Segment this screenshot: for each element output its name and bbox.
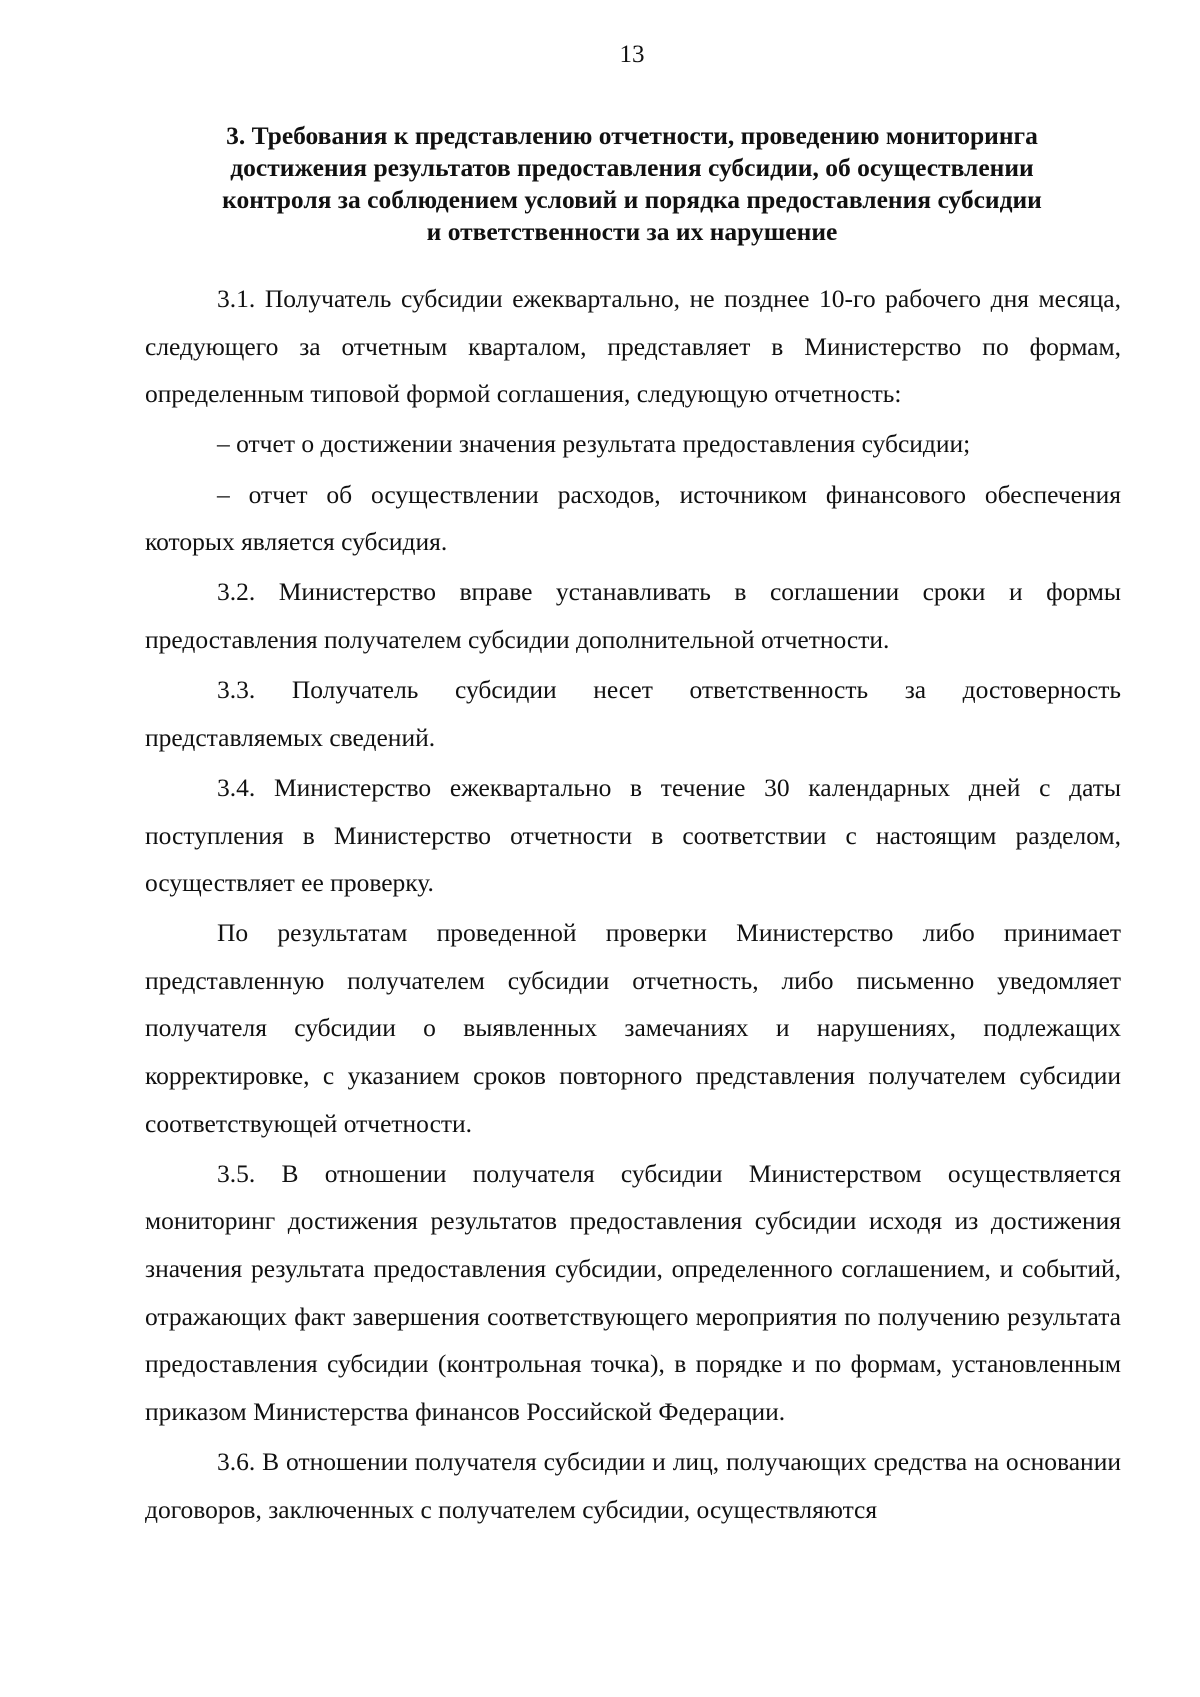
section-heading-line: 3. Требования к представлению отчетности, проведению мониторинга [226,121,1038,150]
paragraph-3-4: 3.4. Министерство ежеквартально в течение 30 календарных дней с даты поступления в Министерство отчетности в соответствии с настоящим разделом, осуществляет ее проверку. [145,772,1121,898]
section-heading-line: контроля за соблюдением условий и порядка предоставления субсидии [222,185,1042,214]
paragraph-3-1: 3.1. Получатель субсидии ежеквартально, не позднее 10-го рабочего дня месяца, следующего за отчетным кварталом, представляет в Министерство по формам, определенным типовой формой соглашения, следующую отчетность: [145,284,1121,409]
list-item-report-result: – отчет о достижении значения результата предоставления субсидии; [217,429,971,459]
section-body [145,275,1121,1533]
section-heading [150,120,1114,248]
paragraph-3-3: 3.3. Получатель субсидии несет ответственность за достоверность представляемых сведений. [145,675,1121,752]
list-item-report-expenses: – отчет об осуществлении расходов, источником финансового обеспечения которых является субсидия. [145,479,1121,557]
paragraph-3-2: 3.2. Министерство вправе устанавливать в соглашении сроки и формы предоставления получателем субсидии дополнительной отчетности. [145,577,1121,654]
section-heading-line: достижения результатов предоставления субсидии, об осуществлении [230,153,1034,182]
paragraph-3-5: 3.5. В отношении получателя субсидии Министерством осуществляется мониторинг достижения результатов предоставления субсидии исходя из достижения значения результата предоставления субсидии, определенного соглашением, и событий, отражающих факт завершения соответствующего мероприятия по получению результата предоставления субсидии (контрольная точка), в порядке и по формам, установленным приказом Министерства финансов Российской Федерации. [145,1158,1121,1426]
paragraph-3-4-review: По результатам проведенной проверки Министерство либо принимает представленную получателем субсидии отчетность, либо письменно уведомляет получателя субсидии о выявленных замечаниях и нарушениях, подлежащих корректировке, с указанием сроков повторного представления получателем субсидии соответствующей отчетности. [145,918,1121,1138]
page-number: 13 [619,41,645,68]
section-heading-line: и ответственности за их нарушение [426,217,838,246]
paragraph-3-6: 3.6. В отношении получателя субсидии и лиц, получающих средства на основании договоров, заключенных с получателем субсидии, осуществляются [145,1447,1121,1524]
